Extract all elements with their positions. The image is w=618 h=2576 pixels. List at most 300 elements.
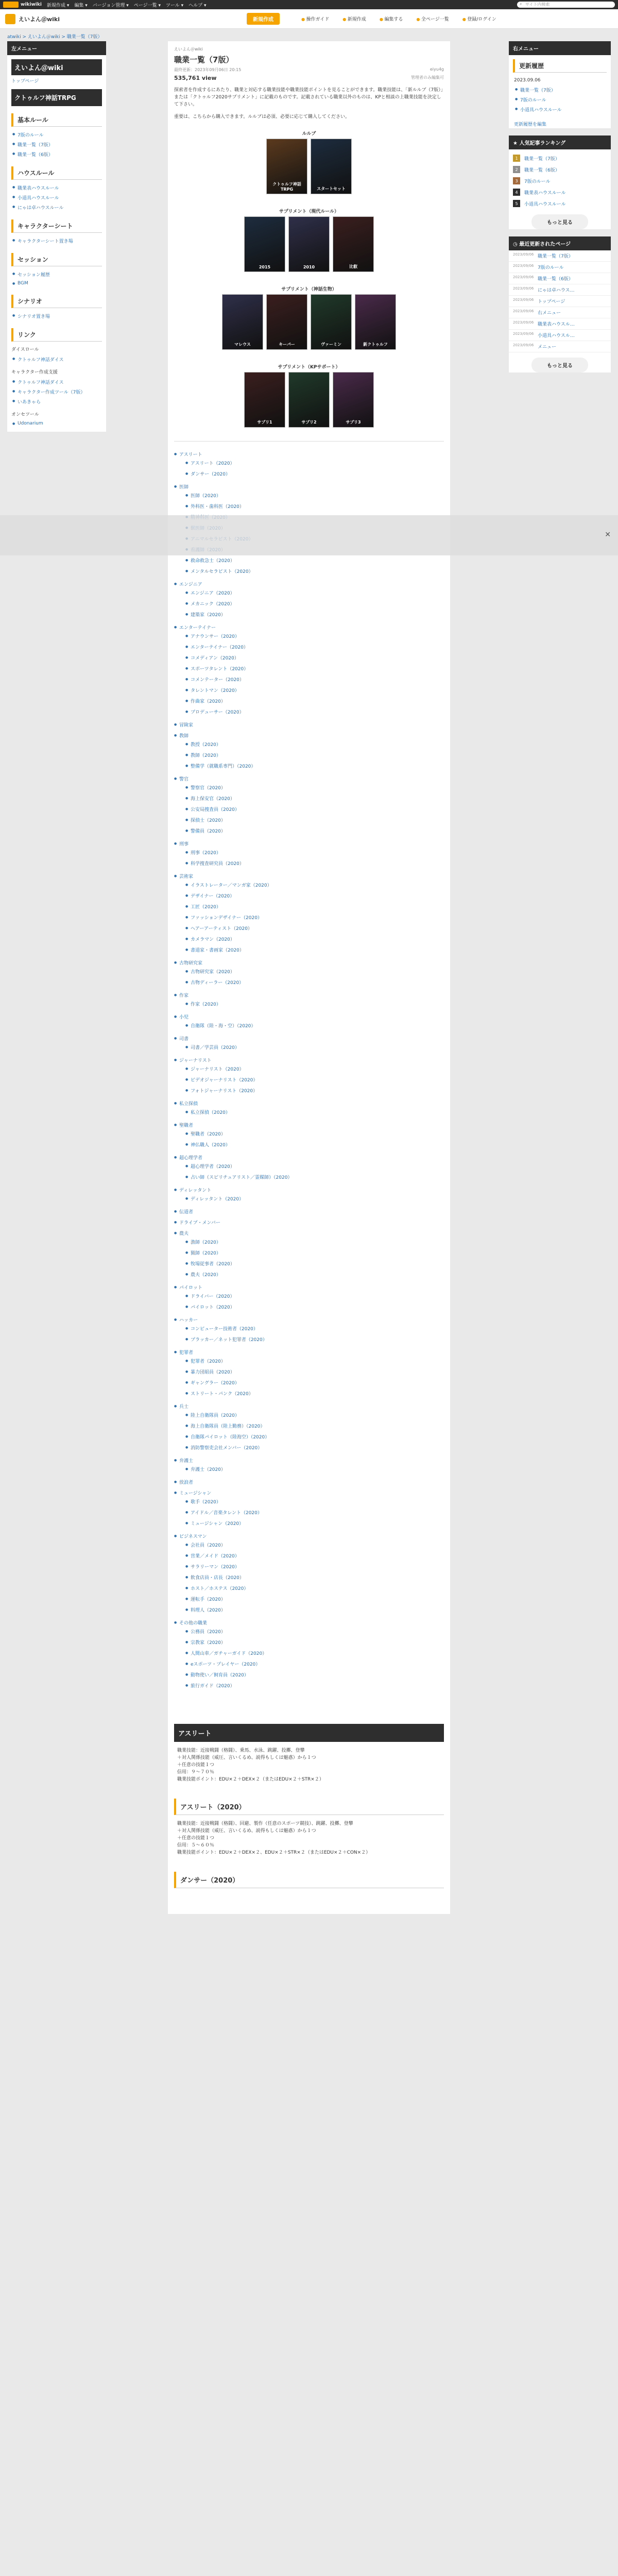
wiki-name[interactable] [5,14,239,24]
toc-link[interactable]: パイロット [179,1285,202,1291]
job-detail-line: ＋対人関係技能（威圧、言いくるめ、説得もしくは魅惑）から１つ [177,1828,316,1834]
site-title[interactable]: えいよん＠wiki [11,59,102,75]
toc-sublist [179,1323,444,1345]
ranking-link[interactable]: 職業一覧（7版） [524,156,560,162]
edit-history-link[interactable]: 更新履歴を編集 [514,122,547,127]
toc-item [174,1314,444,1347]
toc-sublink[interactable]: ● 動物使い／飼育員（2020） [179,1669,444,1680]
job-section-body [174,1815,444,1872]
toc-sublink[interactable]: ● 外科医・歯科医（2020） [179,501,444,512]
ranking-item[interactable] [509,187,611,198]
book-cover-image[interactable]: サプリ1 [244,372,285,428]
recent-head-label: 最近更新されたページ [519,242,571,247]
toc-sublink[interactable]: ● デザイナー（2020） [179,890,444,901]
toc-sublink[interactable]: ● eスポーツ・プレイヤー（2020） [179,1658,444,1669]
recent-link[interactable]: にゃは卓ハウス… [538,288,575,293]
toc-sublink[interactable]: ● 警備員（2020） [179,825,444,836]
recent-link[interactable]: 職業一覧（7版） [538,254,573,259]
rank-number-badge: 3 [513,177,520,184]
toc-item [174,1455,444,1477]
toc-sublink[interactable]: ● ジャーナリスト（2020） [179,1063,444,1074]
toc-sublink[interactable]: ● 陸上自衛隊員（2020） [179,1410,444,1420]
author[interactable]: eiyu4g [430,67,444,72]
toc-link[interactable]: エンターテイナー [179,625,216,631]
external-link[interactable]: ● キャラクター作成ツール（7版） [11,387,102,397]
sidebar-link[interactable]: ● セッション履歴 [11,269,102,279]
toc-link[interactable]: 放浪者 [179,1480,194,1485]
toc-sublink[interactable]: ● 警察官（2020） [179,782,444,793]
job-section-heading: ダンサー（2020） [174,1872,444,1888]
intro-paragraph: 探索者を作成するにあたり、職業と対応する職業技能や職業技能ポイントを見ることができます。職業技能は、「新ルルブ（7版）」または「クトゥルフ2020サプリメント」に記載のものです。記載されている職業以外のものは、KPと相談の上職業技能を決定して下さい。 [174,88,443,107]
toc-sublink[interactable]: ● メカニック（2020） [179,598,444,609]
toc-sublink[interactable]: ● 消防警察吏会社メンバー（2020） [179,1442,444,1453]
cover-row [174,294,444,350]
toc-sublink[interactable]: ● ファッションデザイナー（2020） [179,912,444,923]
toc-link[interactable]: 小児 [179,1015,189,1020]
toc-sublink[interactable]: ● 工匠（2020） [179,901,444,912]
ranking-item[interactable] [509,152,611,164]
toc-sublink[interactable]: ● 建築家（2020） [179,609,444,620]
update-history-link[interactable]: ● 職業一覧（7版） [514,85,606,95]
toc-link[interactable]: ハッカー [179,1318,198,1323]
toc-link[interactable]: その他の職業 [179,1621,208,1626]
job-section-heading: アスリート（2020） [174,1799,444,1815]
toc-sublink[interactable]: ● 漁師（2020） [179,1236,444,1247]
recent-item[interactable] [509,262,611,273]
recent-link[interactable]: 右メニュー [538,311,561,316]
book-cover-image[interactable]: マレウス [222,294,263,350]
external-link[interactable]: ● Udonarium [11,419,102,428]
toc-sublink[interactable]: ● 科学捜査研究員（2020） [179,858,444,869]
toc-sublink[interactable]: ● メンタルセラピスト（2020） [179,566,444,577]
subnav-item[interactable]: ● 新規作成 [342,15,366,22]
toc-link[interactable]: 兵士 [179,1404,189,1410]
toc-sublink[interactable]: ● 司書／学芸員（2020） [179,1042,444,1053]
toc-sublist [179,1291,444,1312]
book-cover-image[interactable]: サプリ2 [288,372,330,428]
job-detail-line: ＋対人関係技能（威圧、言いくるめ、説得もしくは魅惑）から１つ [177,1755,316,1760]
recent-link[interactable]: 7版のルール [538,265,564,270]
toc-item [174,719,444,730]
toc-link[interactable]: 伝道者 [179,1210,194,1215]
toc-sublink[interactable]: ● 運転手（2020） [179,1594,444,1604]
recent-date: 2023/09/06 [513,332,534,336]
gallery-title: サプリメント（KPサポート） [278,365,340,370]
recent-date: 2023/09/06 [513,275,534,279]
toc-item [174,1184,444,1206]
recent-item[interactable] [509,307,611,318]
toc-item [174,1347,444,1401]
recent-item[interactable] [509,250,611,262]
external-link[interactable]: ● クトゥルフ神話ダイス [11,377,102,387]
recent-link[interactable]: 職業一覧（6版） [538,277,573,282]
new-page-button[interactable]: 新規作成 [247,13,280,25]
toc-sublink[interactable]: ● 救命救急士（2020） [179,555,444,566]
toc-link[interactable]: 私立探偵 [179,1101,198,1107]
sidebar-section-title: 基本ルール [11,113,102,127]
toc-sublink[interactable]: ● 旅行ガイド（2020） [179,1680,444,1691]
gallery-title: サプリメント（現代ルール） [279,209,339,214]
toc-sublink[interactable]: ● タレントマン（2020） [179,685,444,696]
book-gallery [174,285,444,350]
site-search-input[interactable]: ⌕ サイト内検索 [517,2,615,8]
ranking-item[interactable] [509,198,611,209]
atwiki-brand[interactable] [3,2,42,8]
page-pretitle: えいよん＠wiki [174,47,203,52]
wiki-header [0,9,618,29]
global-menu-item[interactable]: ページ一覧 ▾ [133,3,161,8]
recent-date: 2023/09/06 [513,252,534,257]
close-icon[interactable]: ✕ [605,531,611,539]
toc-sublink[interactable]: ● カメラマン（2020） [179,934,444,944]
toc-sublist [179,1107,444,1117]
intro-paragraph: 重要は、こちらから購入できます。ルルブは必須、必要に応じて購入してください。 [174,114,350,120]
toc-item [174,1206,444,1217]
cover-row [174,372,444,428]
ranking-link[interactable]: 7版のルール [524,179,551,184]
toc-sublink[interactable]: ● 人間山車／ガチャーガイド（2020） [179,1648,444,1658]
toc-sublink[interactable]: ● ビデオジャーナリスト（2020） [179,1074,444,1085]
toc-link[interactable]: ジャーナリスト [179,1058,212,1063]
wiki-name-label: えいよん＠wiki [19,15,60,23]
toc-sublink[interactable]: ● アスリート（2020） [179,457,444,468]
toc-sublink[interactable]: ● 神仏職人（2020） [179,1139,444,1150]
edit-permission: 管理者のみ編集可 [411,75,444,80]
sidebar-link-list [11,130,102,159]
toc-item [174,1011,444,1033]
job-detail-line: 職業技能ポイント：EDU×２＋DEX×２（またはEDU×２＋STR×２） [177,1777,324,1782]
toc-sublink[interactable]: ● ストリート・パンク（2020） [179,1388,444,1399]
toc-link[interactable]: ミュージシャン [179,1491,212,1496]
subnav-item[interactable]: ● 操作ガイド [301,15,329,22]
link-group-list [11,377,102,406]
last-updated: 最終更新：2023年09月06日 20:15 [174,67,242,72]
recent-item[interactable] [509,284,611,296]
toc-item [174,1098,444,1120]
recent-date: 2023/09/06 [513,264,534,268]
recent-date: 2023/09/06 [513,343,534,347]
external-link[interactable]: ● いあきゃら [11,397,102,406]
update-history-link[interactable]: ● 7版のルール [514,95,606,105]
toc-item [174,1120,444,1152]
toc-link[interactable]: 弁護士 [179,1459,194,1464]
subnav-item[interactable]: ● 全ページ一覧 [416,15,449,22]
main-content [168,41,450,1914]
recent-head [509,236,611,250]
toc-item [174,990,444,1011]
toc-link[interactable]: 超心理学者 [179,1156,203,1161]
toc-sublink[interactable]: ● 書道家・書画家（2020） [179,944,444,955]
ranking-more-button[interactable]: もっと見る [531,214,588,229]
toc-sublist [179,1193,444,1204]
book-cover-image[interactable]: サプリ3 [333,372,374,428]
toc-link[interactable]: 古物研究家 [179,961,203,966]
sidebar-link-list [11,311,102,321]
toc-sublink[interactable]: ● ドライバー（2020） [179,1291,444,1301]
toc-sublink[interactable]: ● ミュージシャン（2020） [179,1518,444,1529]
toc-sublink[interactable]: ● 作曲家（2020） [179,696,444,706]
toc-sublist [179,1410,444,1453]
toc-sublink[interactable]: ● エンターテイナー（2020） [179,641,444,652]
toc-sublist [179,1020,444,1031]
toc-link[interactable]: 犯罪者 [179,1350,194,1355]
book-cover-image[interactable]: クトゥルフ神話TRPG [266,139,307,194]
rank-number-badge: 1 [513,155,520,162]
toc-sublink[interactable]: ● 医師（2020） [179,490,444,501]
toc-sublink[interactable]: ● 自衛隊（陸・海・空）（2020） [179,1020,444,1031]
ranking-link[interactable]: 職業表ハウスルール [524,190,566,196]
star-icon: ★ [513,141,520,146]
toc-item [174,579,444,622]
toc-link[interactable]: 警官 [179,777,189,782]
page-meta [174,67,444,73]
recent-item[interactable] [509,330,611,341]
breadcrumb[interactable]: atwiki > えいよん＠wiki > 職業一覧（7版） [7,35,102,40]
sidebar-link[interactable]: ● キャラクターシート置き場 [11,236,102,246]
sidebar-section-title: キャラクターシート [11,219,102,233]
toc-sublink[interactable]: ● 歌手（2020） [179,1496,444,1507]
sidebar-section-title: リンク [11,328,102,342]
toc-link[interactable]: 芸術家 [179,874,194,879]
subnav-item[interactable]: ● 登録/ログイン [462,15,496,22]
wiki-logo-icon [5,14,15,24]
ranking-link[interactable]: 小道具ハウスルール [524,201,566,207]
toc-sublink[interactable]: ● 料理人（2020） [179,1604,444,1615]
toc-sublink[interactable]: ● ホスト／ホステス（2020） [179,1583,444,1594]
sidebar-link[interactable]: ● 7版のルール [11,130,102,140]
sidebar-link[interactable]: ● 職業表ハウスルール [11,183,102,193]
toc-item [174,1617,444,1693]
view-stats [174,75,444,81]
toc-sublink[interactable]: ● エンジニア（2020） [179,587,444,598]
job-section-body [174,1888,444,1909]
book-cover-image[interactable]: スタートセット [311,139,352,194]
job-section-heading: アスリート [174,1724,444,1742]
toc-sublist [179,1464,444,1475]
sidebar-link-list [11,183,102,212]
toc-sublink[interactable]: ● 会社員（2020） [179,1539,444,1550]
sidebar-section-title: セッション [11,253,102,266]
clock-icon: ◷ [513,242,520,247]
toc-sublink[interactable]: ● 公務員（2020） [179,1626,444,1637]
toc-item [174,838,444,871]
cover-row [174,216,444,272]
toc-sublink[interactable]: ● 営業／メイド（2020） [179,1550,444,1561]
job-detail-line: 信用：９～７０％ [177,1770,215,1775]
global-menu-item[interactable]: ヘルプ ▾ [188,3,207,8]
toc-sublink[interactable]: ● イラストレーター／マンガ家（2020） [179,879,444,890]
rank-number-badge: 2 [513,166,520,173]
toc-sublink[interactable]: ● ギャングラー（2020） [179,1377,444,1388]
toc-link[interactable]: ディレッタント [179,1188,212,1193]
recent-item[interactable] [509,318,611,330]
toc-sublink[interactable]: ● ディレッタント（2020） [179,1193,444,1204]
toc-link[interactable]: 医師 [179,485,189,490]
recent-link[interactable]: メニュー [538,345,557,350]
toc-sublink[interactable]: ● 整備学（就職系専門）（2020） [179,760,444,771]
toc-sublink[interactable]: ● 公安局捜査員（2020） [179,804,444,815]
toc-sublist [179,1128,444,1150]
toc-sublink[interactable]: ● コンピューター技術者（2020） [179,1323,444,1334]
ranking-item[interactable] [509,164,611,175]
book-cover-image[interactable]: 新クトゥルフ [355,294,396,350]
toc-sublist [179,782,444,836]
toc-item [174,1055,444,1098]
atwiki-logo-icon [3,2,19,8]
toc-sublink[interactable]: ● 海上自衛隊員（陸上勤務）（2020） [179,1420,444,1431]
toc-sublink[interactable]: ● 猟師（2020） [179,1247,444,1258]
sidebar-link[interactable]: ● 職業一覧（6版） [11,149,102,159]
toc-sublink[interactable]: ● アナウンサー（2020） [179,631,444,641]
toc-link[interactable]: 聖職者 [179,1123,194,1128]
toc-sublink[interactable]: ● 飲食店員・店長（2020） [179,1572,444,1583]
brand-label: wikiwiki [21,2,42,7]
link-group-label: キャラクター作成支援 [11,370,58,375]
recent-link[interactable]: 職業表ハウスル… [538,322,575,327]
book-cover-image[interactable]: キーパー [266,294,307,350]
book-cover-image[interactable]: 2010 [288,216,330,272]
toc-sublink[interactable]: ● コメンテーター（2020） [179,674,444,685]
recent-date: 2023/09/06 [513,298,534,302]
sidebar-link[interactable]: ● BGM [11,279,102,287]
toc-sublink[interactable]: ● 作家（2020） [179,998,444,1009]
toc-sublist [179,1161,444,1182]
toc-link[interactable]: 司書 [179,1037,189,1042]
recent-link[interactable]: トップページ [538,299,565,304]
recent-item[interactable] [509,273,611,284]
toc-sublink[interactable]: ● パイロット（2020） [179,1301,444,1312]
toc-sublink[interactable]: ● アイドル／音楽タレント（2020） [179,1507,444,1518]
toc-sublink[interactable]: ● 探偵士（2020） [179,815,444,825]
sidebar-link-list [11,236,102,246]
trpg-heading: クトゥルフ神話TRPG [11,89,102,106]
toc-sublink[interactable]: ● 占い師（スピリチュアリスト／霊媒師）（2020） [179,1172,444,1182]
link-group-list [11,354,102,364]
toc-item [174,1477,444,1487]
toc-sublist [179,1063,444,1096]
toc-sublink[interactable]: ● 弁護士（2020） [179,1464,444,1475]
toc-sublink[interactable]: ● プロデューサー（2020） [179,706,444,717]
global-menu-item[interactable]: ツール ▾ [165,3,184,8]
cover-row [174,139,444,194]
book-gallery [174,208,444,272]
sidebar-link[interactable]: ● シナリオ置き場 [11,311,102,321]
toc-sublist [179,1236,444,1280]
toc-sublist [179,998,444,1009]
toc-link[interactable]: ビジネスマン [179,1534,207,1539]
ranking-item[interactable] [509,175,611,187]
toc-sublink[interactable]: ● サラリーマン（2020） [179,1561,444,1572]
book-cover-image[interactable]: ヴァーミン [311,294,352,350]
toc-link[interactable]: ドライブ・メンバー [179,1221,220,1226]
toc-sublink[interactable]: ● 超心理学者（2020） [179,1161,444,1172]
toc-sublink[interactable]: ● 農夫（2020） [179,1269,444,1280]
left-sidebar [7,41,106,432]
toc-sublink[interactable]: ● 犯罪者（2020） [179,1355,444,1366]
toc-link[interactable]: 教師 [179,734,189,739]
toc-sublink[interactable]: ● 聖職者（2020） [179,1128,444,1139]
toc-sublist [179,631,444,717]
top-page-link[interactable]: トップページ [11,79,39,84]
global-menu-item[interactable]: バージョン管理 ▾ [92,3,129,8]
toc-sublink[interactable]: ● 教授（2020） [179,739,444,750]
toc-sublist [179,457,444,479]
job-section-body [174,1742,444,1799]
update-history-head: 更新履歴 [513,59,607,73]
job-detail-line: 信用：５～６０％ [177,1843,215,1848]
job-detail-line: 職業技能ポイント：EDU×２＋DEX×２、EDU×２＋STR×２（またはEDU×２＋CON×２） [177,1850,371,1855]
toc-sublink[interactable]: ● スポーツタレント（2020） [179,663,444,674]
global-menu-item[interactable]: 編集 ▾ [74,3,88,8]
toc-sublink[interactable]: ● 古物研究家（2020） [179,966,444,977]
book-cover-image[interactable]: 比叡 [333,216,374,272]
toc-sublink[interactable]: ● 私立探偵（2020） [179,1107,444,1117]
toc-sublink[interactable]: ● 海上保安官（2020） [179,793,444,804]
recent-link[interactable]: 小道具ハウスル… [538,333,575,338]
external-link[interactable]: ● クトゥルフ神話ダイス [11,354,102,364]
global-menu [47,2,212,8]
toc-link[interactable]: 冒険家 [179,723,194,728]
toc-sublist [179,1539,444,1615]
job-detail-line: 職業技能：近接戦闘（格闘）、回避、製作（任意のスポーツ競技）、跳躍、投擲、登攀 [177,1821,353,1826]
toc-sublink[interactable]: ● フォトジャーナリスト（2020） [179,1085,444,1096]
toc-item [174,622,444,719]
sidebar-link[interactable]: ● にゃは卓ハウスルール [11,202,102,212]
sidebar-link[interactable]: ● 職業一覧（7版） [11,140,102,149]
left-menu-head: 左メニュー [7,41,106,55]
toc-link[interactable]: アスリート [179,452,202,457]
book-gallery [174,130,444,194]
recent-date: 2023/09/06 [513,320,534,325]
link-group-label: オンセツール [11,412,39,417]
toc-sublink[interactable]: ● ヘアーアーティスト（2020） [179,923,444,934]
global-menu-item[interactable]: 新規作成 ▾ [46,3,70,8]
toc-sublink[interactable]: ● 暴力団組員（2020） [179,1366,444,1377]
toc-link[interactable]: 刑事 [179,842,189,847]
recent-more-button[interactable]: もっと見る [531,358,588,372]
toc-sublink[interactable]: ● コメディアン（2020） [179,652,444,663]
toc-sublink[interactable]: ● 刑事（2020） [179,847,444,858]
ranking-link[interactable]: 職業一覧（6版） [524,167,560,173]
sidebar-link-list [11,269,102,287]
recent-item[interactable] [509,341,611,352]
toc-sublink[interactable]: ● ダンサー（2020） [179,468,444,479]
view-count: 535,761 view [174,75,217,81]
toc-item [174,1401,444,1455]
update-history-link[interactable]: ● 小道具ハウスルール [514,105,606,114]
toc-sublink[interactable]: ● プラッカー／ネット犯罪者（2020） [179,1334,444,1345]
rank-number-badge: 5 [513,200,520,207]
toc-sublink[interactable]: ● 古物ディーラー（2020） [179,977,444,988]
toc-item [174,1217,444,1228]
toc-link[interactable]: 作家 [179,993,189,998]
toc-sublist [179,1042,444,1053]
toc-sublink[interactable]: ● 牧場従事者（2020） [179,1258,444,1269]
recent-item[interactable] [509,296,611,307]
book-cover-image[interactable]: 2015 [244,216,285,272]
toc-link[interactable]: 農夫 [179,1231,189,1236]
toc-sublink[interactable]: ● 宗教家（2020） [179,1637,444,1648]
subnav-item[interactable]: ● 編集する [380,15,403,22]
toc-sublist [179,1355,444,1399]
toc-sublink[interactable]: ● 自衛隊パイロット（陸海空）（2020） [179,1431,444,1442]
job-detail-line: ＋任意の技能１つ [177,1836,215,1841]
toc-item [174,1152,444,1184]
toc-link[interactable]: エンジニア [179,582,202,587]
toc-sublink[interactable]: ● 教師（2020） [179,750,444,760]
sidebar-section-title: シナリオ [11,295,102,308]
sidebar-link[interactable]: ● 小道具ハウスルール [11,193,102,202]
